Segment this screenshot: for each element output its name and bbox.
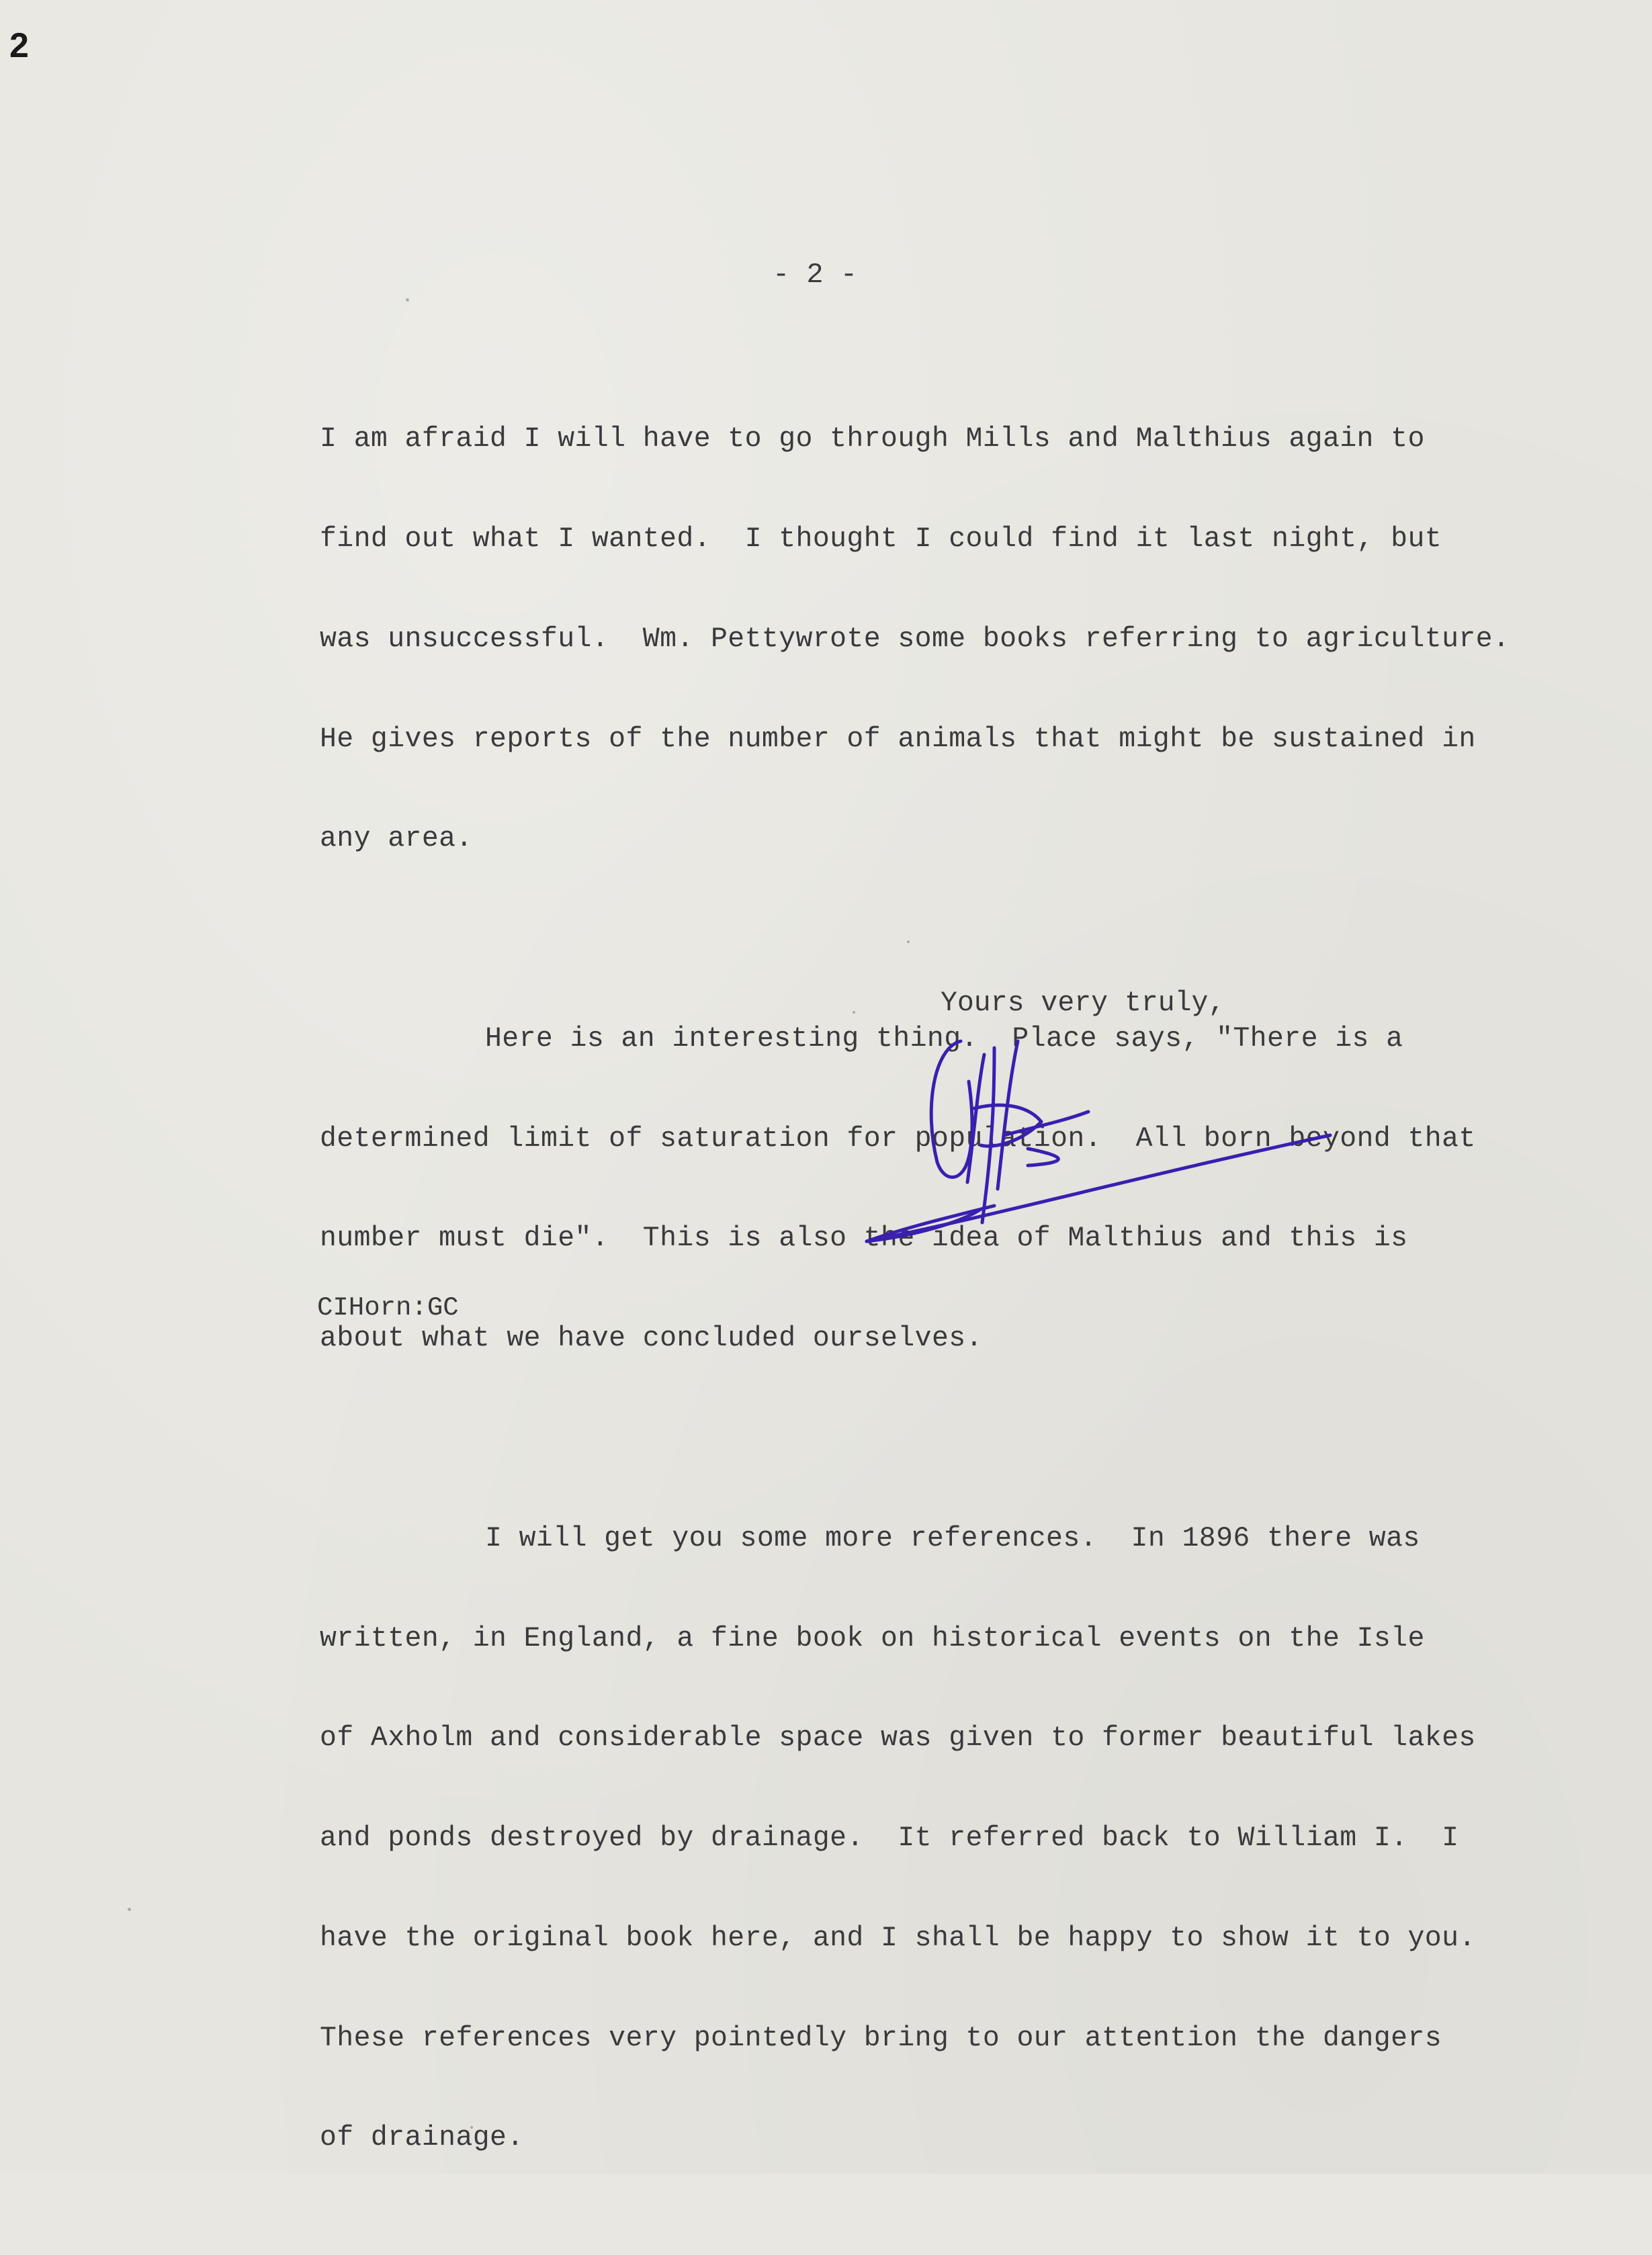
paragraph-line: written, in England, a fine book on historical events on the Isle — [320, 1622, 1425, 1654]
paper-speck — [470, 2126, 473, 2129]
closing-salutation: Yours very truly, — [941, 987, 1225, 1019]
paragraph-line: and ponds destroyed by drainage. It referred back to William I. I — [320, 1822, 1459, 1855]
paper-speck — [907, 940, 910, 943]
paragraph-3 — [320, 1456, 1516, 2222]
paragraph-line: was unsuccessful. Wm. Pettywrote some books referring to agriculture. — [320, 623, 1510, 655]
paragraph-line: These references very pointedly bring to our attention the dangers — [320, 2022, 1442, 2054]
paragraph-line: I am afraid I will have to go through Mills and Malthius again to — [320, 423, 1425, 455]
reference-initials: CIHorn:GC — [317, 1293, 459, 1323]
paragraph-line: He gives reports of the number of animals that might be sustained in — [320, 723, 1476, 755]
page-number: - 2 - — [773, 259, 858, 291]
paragraph-line: determined limit of saturation for population. All born beyond that — [320, 1122, 1476, 1155]
paper-speck — [128, 1908, 131, 1911]
paragraph-line: number must die". This is also the idea of Malthius and this is — [320, 1223, 1408, 1255]
paragraph-line: have the original book here, and I shall be happy to show it to you. — [320, 1922, 1476, 1954]
handwritten-signature-icon — [860, 1028, 1344, 1249]
paragraph-1 — [320, 356, 1516, 922]
corner-page-mark: 2 — [9, 26, 32, 65]
paper-speck — [853, 1011, 855, 1014]
paper-speck — [406, 298, 409, 302]
paragraph-line: any area. — [320, 823, 473, 855]
letter-body — [320, 356, 1516, 2255]
paragraph-line: Here is an interesting thing. Place says, "There is a — [485, 1022, 1403, 1055]
paragraph-line: I will get you some more references. In 1896 there was — [485, 1522, 1420, 1554]
paragraph-line: of Axholm and considerable space was given to former beautiful lakes — [320, 1722, 1476, 1755]
paragraph-line: of drainage. — [320, 2122, 524, 2154]
paragraph-line: find out what I wanted. I thought I could find it last night, but — [320, 523, 1442, 555]
paragraph-line: about what we have concluded ourselves. — [320, 1323, 983, 1355]
